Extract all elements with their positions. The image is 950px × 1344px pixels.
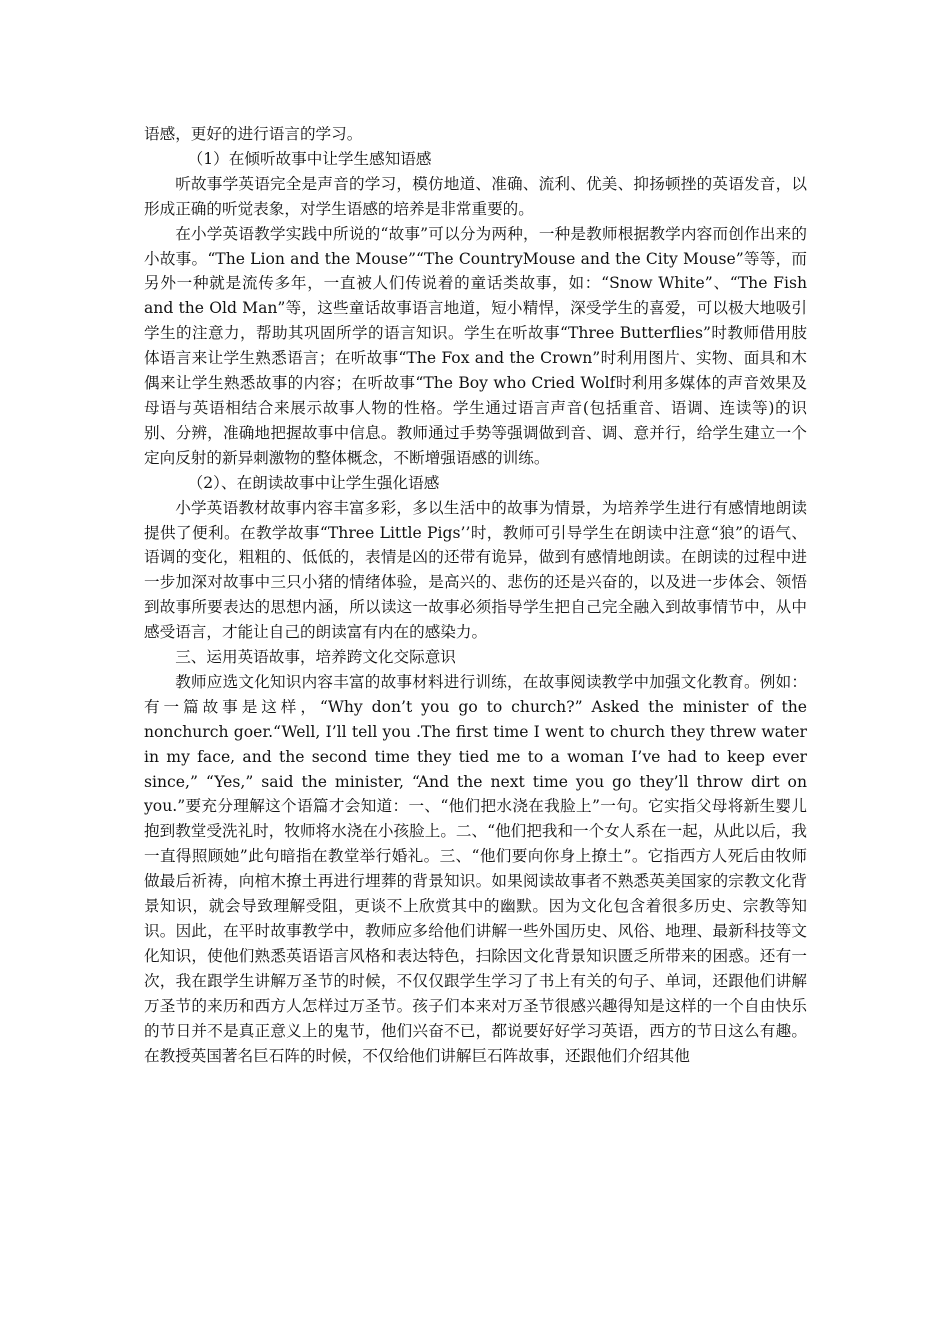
section-heading-listening: （1）在倾听故事中让学生感知语感 [187, 149, 432, 168]
paragraph-cultural-awareness: 教师应选文化知识内容丰富的故事材料进行训练，在故事阅读教学中加强文化教育。例如：有一篇故事是这样，“Why don’t you go to church?” Asked the minister of the nonchurch goer.“Well, I’ll tell you .The first time I went to church they threw water in my face, and the second time they tied me to a woman I’ve had to keep ever since,” “Yes,” said the minister, “And the next time you go they’ll throw dirt on you.”要充分理解这个语篇才会知道：一、“他们把水浇在我脸上”一句。它实指父母将新生婴儿抱到教堂受洗礼时，牧师将水浇在小孩脸上。二、“他们把我和一个女人系在一起，从此以后，我一直得照顾她”此句暗指在教堂举行婚礼。三、“他们要向你身上撩土”。它指西方人死后由牧师做最后祈祷，向棺木撩土再进行埋葬的背景知识。如果阅读故事者不熟悉英美国家的宗教文化背景知识，就会导致理解受阻，更谈不上欣赏其中的幽默。因为文化包含着很多历史、宗教等知识。因此，在平时故事教学中，教师应多给他们讲解一些外国历史、风俗、地理、最新科技等文化知识，使他们熟悉英语语言风格和表达特色，扫除因文化背景知识匮乏所带来的困惑。还有一次，我在跟学生讲解万圣节的时候，不仅仅跟学生学习了书上有关的句子、单词，还跟他们讲解万圣节的来历和西方人怎样过万圣节。孩子们本来对万圣节很感兴趣得知是这样的一个自由快乐的节日并不是真正意义上的鬼节，他们兴奋不已，都说要好好学习英语，西方的节日这么有趣。在教授英国著名巨石阵的时候，不仅给他们讲解巨石阵故事，还跟他们介绍其他 [144, 672, 807, 1065]
paragraph-reading-aloud: 小学英语教材故事内容丰富多彩，多以生活中的故事为情景，为培养学生进行有感情地朗读提供了便利。在教学故事“Three Little Pigs’’时，教师可引导学生在朗读中注意“狼”的语气、语调的变化，粗粗的、低低的，表情是凶的还带有诡异，做到有感情地朗读。在朗读的过程中进一步加深对故事中三只小猪的情绪体验，是高兴的、悲伤的还是兴奋的，以及进一步体会、领悟到故事所要表达的思想内涵，所以读这一故事必须指导学生把自己完全融入到故事情节中，从中感受语言，才能让自己的朗读富有内在的感染力。 [144, 498, 807, 642]
section-heading-cross-cultural: 三、运用英语故事，培养跨文化交际意识 [175, 648, 456, 667]
section-heading-reading: （2）、在朗读故事中让学生强化语感 [187, 473, 440, 492]
document-page [144, 122, 807, 1068]
paragraph-continuation: 语感，更好的进行语言的学习。 [144, 125, 363, 143]
paragraph-story-types: 在小学英语教学实践中所说的“故事”可以分为两种，一种是教师根据教学内容而创作出来的小故事。“The Lion and the Mouse”“The CountryMouse and the City Mouse”等等，而另外一种就是流传多年，一直被人们传说着的童话类故事，如：“Snow White”、“The Fish and the Old Man”等，这些童话故事语言地道，短小精悍，深受学生的喜爱，可以极大地吸引学生的注意力，帮助其巩固所学的语言知识。学生在听故事“Three Butterflies”时教师借用肢体语言来让学生熟悉语言；在听故事“The Fox and the Crown”时利用图片、实物、面具和木偶来让学生熟悉故事的内容；在听故事“The Boy who Cried Wolf时利用多媒体的声音效果及母语与英语相结合来展示故事人物的性格。学生通过语言声音(包括重音、语调、连读等)的识别、分辨，准确地把握故事中信息。教师通过手势等强调做到音、调、意并行，给学生建立一个定向反射的新异刺激物的整体概念，不断增强语感的训练。 [144, 224, 807, 467]
paragraph-listening-intro: 听故事学英语完全是声音的学习，模仿地道、准确、流利、优美、抑扬顿挫的英语发音，以形成正确的听觉表象，对学生语感的培养是非常重要的。 [144, 174, 807, 218]
